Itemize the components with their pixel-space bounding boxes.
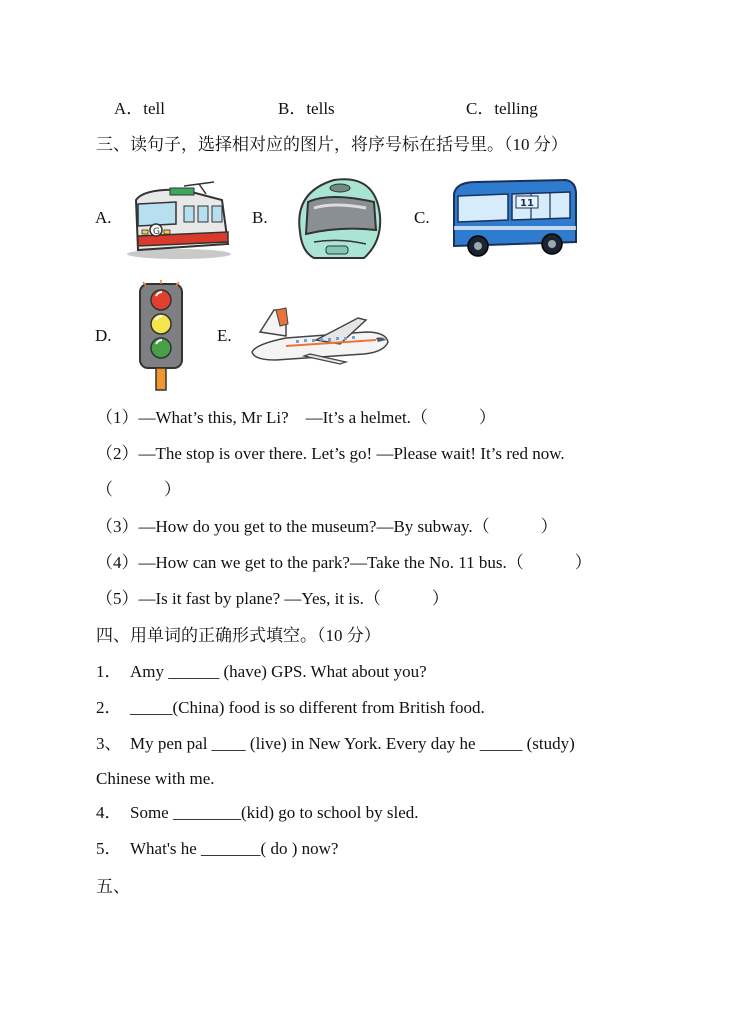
section4-item-4: 4． Some ________(kid) go to school by sled. (96, 803, 419, 822)
option-c: C．telling (466, 99, 538, 118)
bus-number-label: 11 (520, 198, 534, 209)
section4-item-3: 3、 My pen pal ____ (live) in New York. Every day he _____ (study) (96, 734, 575, 753)
option-a: A．tell (114, 99, 165, 118)
section3-item-5: （5）—Is it fast by plane? —Yes, it is.（ ） (96, 589, 449, 608)
picture-label-c: C. (414, 208, 430, 227)
section3-item-2-bracket: （ ） (96, 480, 181, 499)
section4-item-3-continued: Chinese with me. (96, 769, 215, 788)
section3-item-3: （3）—How do you get to the museum?—By subway.（ ） (96, 517, 558, 536)
section4-heading: 四、用单词的正确形式填空。（10 分） (96, 626, 381, 645)
section5-heading: 五、 (96, 877, 130, 896)
picture-label-b: B. (252, 208, 268, 227)
section4-item-5: 5． What's he _______( do ) now? (96, 839, 339, 858)
section3-item-4: （4）—How can we get to the park?—Take the No. 11 bus.（ ） (96, 553, 592, 572)
section4-item-1: 1． Amy ______ (have) GPS. What about you? (96, 662, 427, 681)
helmet-icon (290, 172, 386, 264)
section3-heading: 三、读句子，选择相对应的图片，将序号标在括号里。（10 分） (96, 135, 568, 154)
subway-train-icon (124, 180, 234, 260)
picture-label-e: E. (217, 326, 232, 345)
picture-label-d: D. (95, 326, 112, 345)
airplane-icon (246, 302, 392, 366)
section4-item-2: 2． _____(China) food is so different from British food. (96, 698, 485, 717)
option-b: B．tells (278, 99, 335, 118)
picture-label-a: A. (95, 208, 112, 227)
svg-text:G: G (153, 227, 160, 237)
section3-item-1: （1）—What’s this, Mr Li? —It’s a helmet.（ ） (96, 408, 496, 427)
traffic-light-icon (134, 280, 190, 392)
section3-item-2: （2）—The stop is over there. Let’s go! —Please wait! It’s red now. (96, 444, 565, 463)
bus-icon (446, 176, 580, 260)
